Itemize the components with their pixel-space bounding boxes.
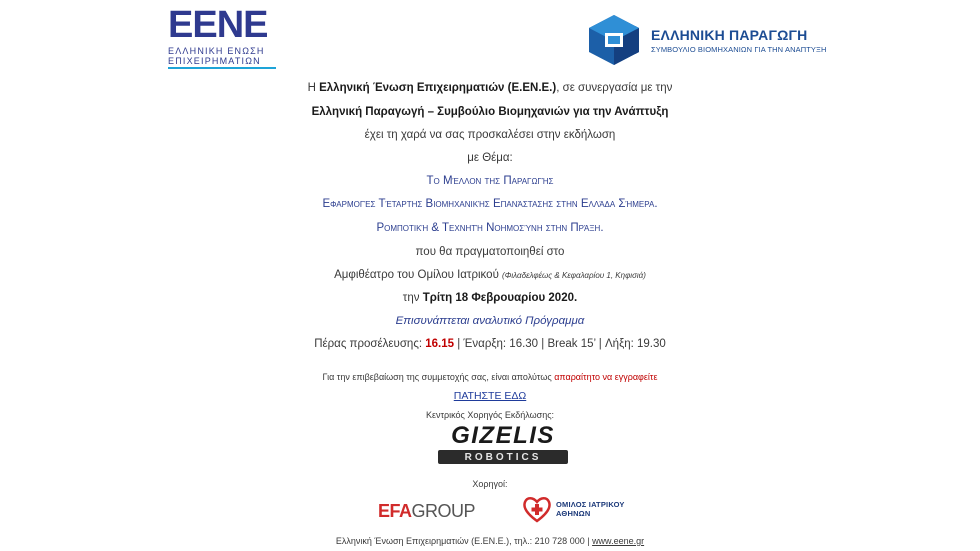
iatriko-logo-line1: ΟΜΙΛΟΣ ΙΑΤΡΙΚΟΥ [556,500,625,509]
venue-intro: που θα πραγματοποιηθεί στο [415,246,565,258]
program-note: Επισυνάπτεται αναλυτικό Πρόγραμμα [395,315,585,327]
hexagon-cube-icon [585,13,643,67]
invite-line: έχει τη χαρά να σας προσκαλέσει στην εκδήλωση [364,129,616,141]
eene-logo-subtitle-1: ΕΛΛΗΝΙΚΗ ΕΝΩΣΗ [168,46,265,56]
partner-line: Ελληνική Παραγωγή – Συμβούλιο Βιομηχανιών για την Ανάπτυξη [311,106,669,118]
elliniki-paragogi-logo [585,12,835,68]
efa-group-logo [378,501,475,521]
register-line [0,390,980,402]
footer-text: Ελληνική Ένωση Επιχειρηματιών (Ε.ΕΝ.Ε.), τηλ.: 210 728 000 | [335,536,593,546]
organizer-name: Ελληνική Ένωση Επιχειρηματιών (Ε.ΕΝ.Ε.) [319,82,557,94]
intro-line: Η Ελληνική Ένωση Επιχειρηματιών (Ε.ΕΝ.Ε.), σε συνεργασία με την [307,82,673,94]
ep-logo-title: ΕΛΛΗΝΙΚΗ ΠΑΡΑΓΩΓΗ [651,26,808,43]
venue-line [0,269,980,281]
efa-logo-part2: GROUP [411,501,476,521]
eene-logo-underline [168,67,276,69]
heart-cross-icon [522,495,552,523]
efa-logo-part1: EFA [378,501,412,521]
ep-logo-subtitle: ΣΥΜΒΟΥΛΙΟ ΒΙΟΜΗΧΑΝΙΩΝ ΓΙΑ ΤΗΝ ΑΝΑΠΤΥΞΗ [651,44,827,54]
eene-logo [168,6,280,70]
footer [0,536,980,546]
topic-title: Το Μέλλον της Παραγωγής [426,175,554,187]
eene-logo-mark: EENE [168,4,268,46]
venue-address: (Φιλαδελφέως & Κεφαλαρίου 1, Κηφισιά) [502,271,646,280]
gizelis-logo-word: GIZELIS [451,422,555,449]
gizelis-robotics-logo [438,424,568,466]
main-sponsor-label: Κεντρικός Χορηγός Εκδήλωσης: [425,410,555,420]
venue-name: Αμφιθέατρο του Ομίλου Ιατρικού [334,269,503,281]
sponsors-label: Χορηγοί: [472,479,508,489]
date-line: την Τρίτη 18 Φεβρουαρίου 2020. [402,292,578,304]
iatriko-logo-line2: ΑΘΗΝΩΝ [556,509,591,518]
confirm-line: Για την επιβεβαίωση της συμμετοχής σας, είναι απολύτως απαραίτητο να εγγραφείτε [322,372,658,382]
eene-logo-subtitle-2: ΕΠΙΧΕΙΡΗΜΑΤΙΩΝ [168,56,261,66]
register-link[interactable]: ΠΑΤΗΣΤΕ ΕΔΩ [453,390,527,402]
topic-subtitle-2: Ρομποτική & Τεχνητή Νοημοσύνη στην Πράξη. [376,222,604,234]
subject-label: με Θέμα: [467,152,513,164]
footer-website-link[interactable]: www.eene.gr [592,536,645,546]
event-date: Τρίτη 18 Φεβρουαρίου 2020. [422,292,578,304]
iatriko-logo [522,494,642,524]
gizelis-logo-sub: ROBOTICS [464,451,542,463]
registration-required: απαραίτητο να εγγραφείτε [554,372,658,382]
topic-subtitle-1: Εφαρμογές Τέταρτης Βιομηχανικής Επανάστασης στην Ελλάδα Σήμερα. [322,198,658,210]
schedule-line: Πέρας προσέλευσης: 16.15 | Έναρξη: 16.30 | Break 15’ | Λήξη: 19.30 [314,338,666,350]
arrival-time: 16.15 [425,338,455,350]
